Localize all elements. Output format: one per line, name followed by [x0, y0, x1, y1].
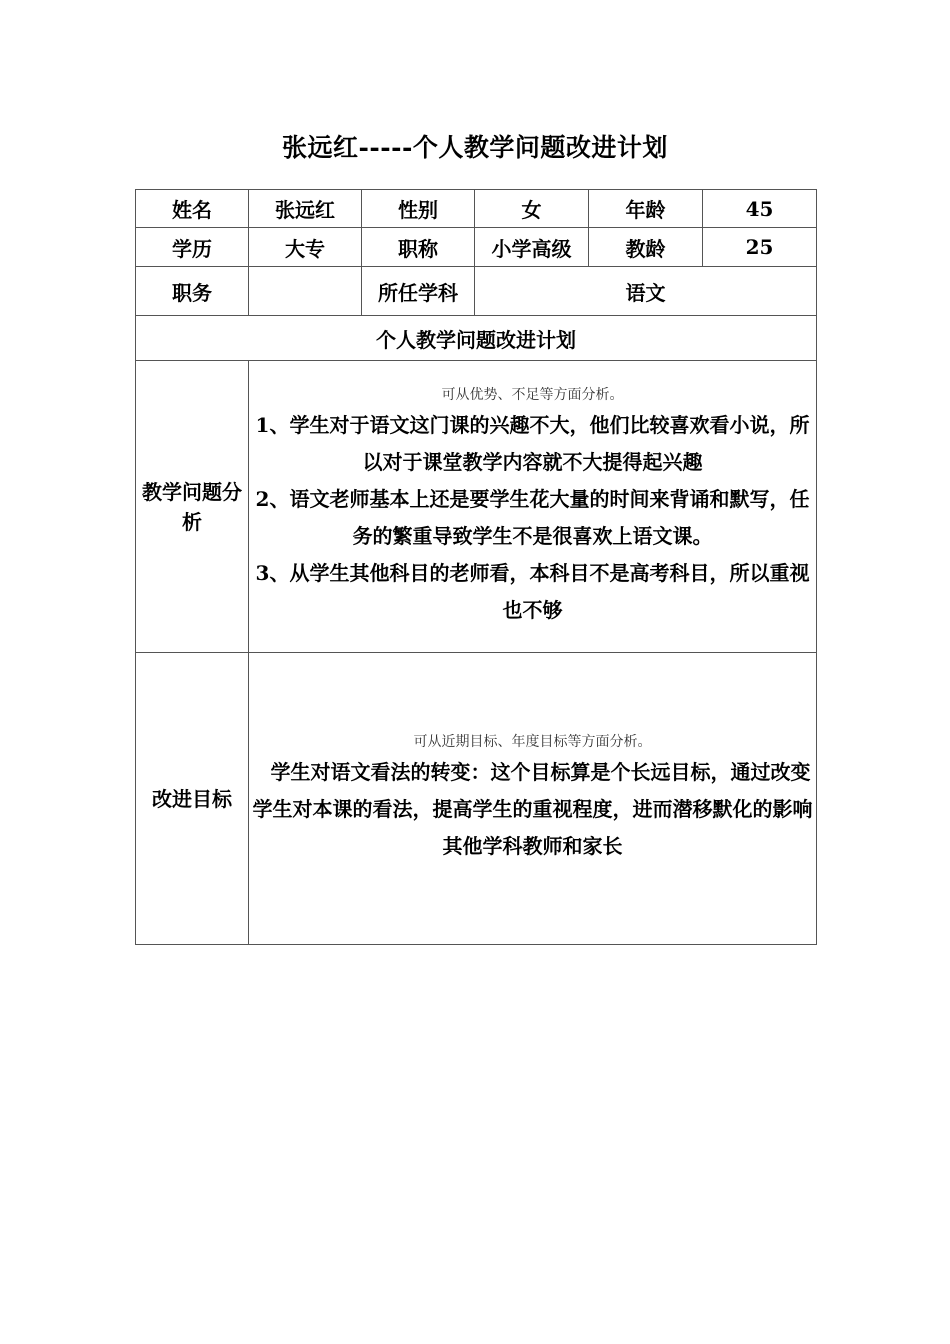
- goal-text: 学生对语文看法的转变：这个目标算是个长远目标，通过改变学生对本课的看法，提高学生的重视程度，进而潜移默化的影响其他学科教师和家长: [252, 760, 813, 858]
- name-value: 张远红: [249, 190, 362, 228]
- education-value: 大专: [249, 228, 362, 267]
- teaching-years-value: 25: [703, 228, 817, 267]
- analysis-hint: 可从优势、不足等方面分析。: [441, 386, 624, 403]
- gender-label: 性别: [362, 190, 475, 228]
- age-label: 年龄: [589, 190, 703, 228]
- subject-value: 语文: [475, 267, 817, 316]
- analysis-item: 3、从学生其他科目的老师看，本科目不是高考科目，所以重视也不够: [255, 560, 810, 622]
- goal-label: 改进目标: [136, 653, 249, 945]
- position-label: 职务: [136, 267, 249, 316]
- analysis-item: 1、学生对于语文这门课的兴趣不大，他们比较喜欢看小说，所以对于课堂教学内容就不大提得起兴趣: [255, 412, 810, 474]
- table-row: [136, 190, 817, 228]
- gender-value: 女: [475, 190, 589, 228]
- table-row: [136, 361, 817, 653]
- teacher-plan-table: [135, 189, 817, 945]
- name-label: 姓名: [136, 190, 249, 228]
- rank-value: 小学高级: [475, 228, 589, 267]
- table-row: [136, 267, 817, 316]
- document-title: 张远红-----个人教学问题改进计划: [282, 133, 668, 162]
- table-row: [136, 316, 817, 361]
- table-row: [136, 653, 817, 945]
- education-label: 学历: [136, 228, 249, 267]
- analysis-item: 2、语文老师基本上还是要学生花大量的时间来背诵和默写，任务的繁重导致学生不是很喜欢上语文课。: [255, 486, 810, 548]
- analysis-content: [249, 361, 817, 653]
- plan-heading: 个人教学问题改进计划: [136, 316, 817, 361]
- goal-content: [249, 653, 817, 945]
- subject-label: 所任学科: [362, 267, 475, 316]
- teaching-years-label: 教龄: [589, 228, 703, 267]
- table-row: [136, 228, 817, 267]
- rank-label: 职称: [362, 228, 475, 267]
- position-value: [249, 267, 362, 316]
- goal-hint: 可从近期目标、年度目标等方面分析。: [413, 734, 652, 750]
- age-value: 45: [703, 190, 817, 228]
- analysis-label: 教学问题分析: [136, 361, 249, 653]
